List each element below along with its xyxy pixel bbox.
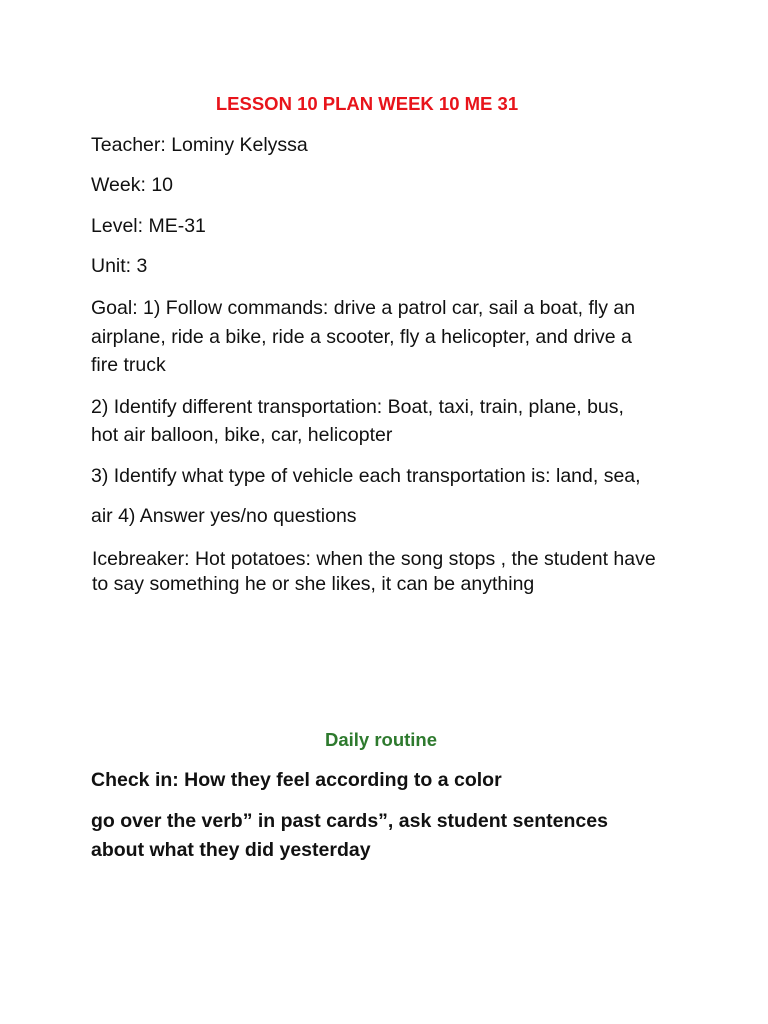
teacher-line: Teacher: Lominy Kelyssa <box>91 134 308 156</box>
goal-line-2: airplane, ride a bike, ride a scooter, fly a helicopter, and drive a <box>91 326 632 348</box>
week-line: Week: 10 <box>91 174 174 196</box>
level-line: Level: ME-31 <box>91 215 206 237</box>
goal2-line-2: hot air balloon, bike, car, helicopter <box>91 424 393 446</box>
icebreaker-line-2: to say something he or she likes, it can be anything <box>92 573 535 595</box>
icebreaker-line-1: Icebreaker: Hot potatoes: when the song stops , the student have <box>92 548 656 570</box>
goal-line-1: Goal: 1) Follow commands: drive a patrol car, sail a boat, fly an <box>91 297 636 319</box>
unit-line: Unit: 3 <box>91 255 148 277</box>
daily-routine-heading: Daily routine <box>324 729 438 750</box>
lesson-title: LESSON 10 PLAN WEEK 10 ME 31 <box>215 93 519 114</box>
verb-line-1: go over the verb” in past cards”, ask student sentences <box>91 810 608 832</box>
goal-line-3: fire truck <box>91 354 166 376</box>
goal3-line: 3) Identify what type of vehicle each transportation is: land, sea, <box>91 465 641 487</box>
goal4-line: air 4) Answer yes/no questions <box>91 505 357 527</box>
check-in-line: Check in: How they feel according to a color <box>91 769 502 791</box>
goal2-line-1: 2) Identify different transportation: Boat, taxi, train, plane, bus, <box>91 396 624 418</box>
verb-line-2: about what they did yesterday <box>91 839 371 861</box>
